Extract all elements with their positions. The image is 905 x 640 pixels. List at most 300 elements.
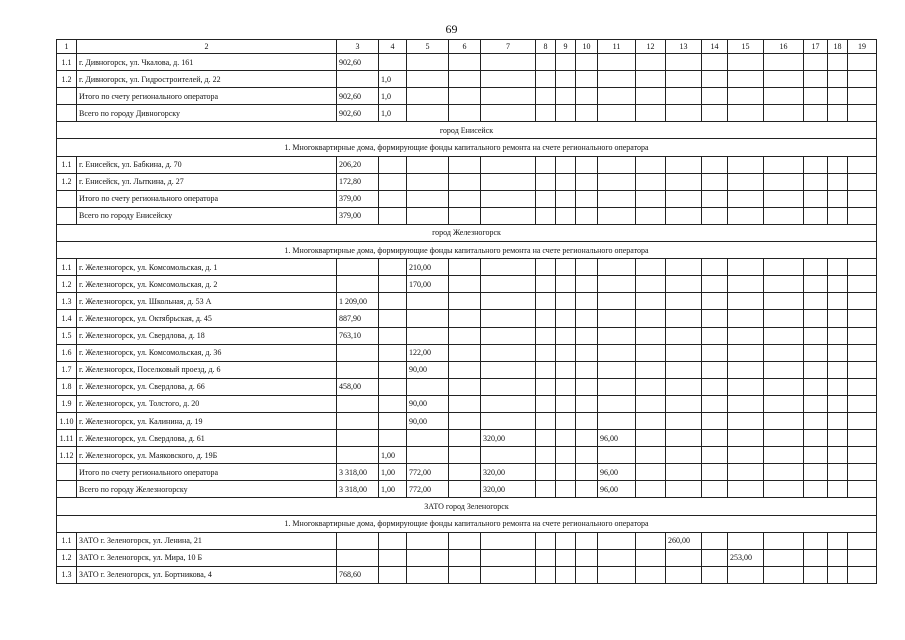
value-cell	[407, 71, 449, 88]
table-row	[57, 156, 877, 173]
value-cell	[536, 207, 556, 224]
value-cell	[728, 464, 764, 481]
section-row	[57, 515, 877, 532]
value-cell	[848, 430, 877, 447]
value-cell	[449, 481, 481, 498]
page-number: 69	[445, 22, 458, 36]
value-cell	[536, 88, 556, 105]
value-cell	[764, 481, 804, 498]
value-cell	[556, 327, 576, 344]
value-cell	[804, 293, 828, 310]
capital-repair-table	[56, 39, 877, 584]
value-cell	[556, 412, 576, 429]
value-cell	[481, 566, 536, 583]
value-cell	[728, 293, 764, 310]
value-cell	[379, 344, 407, 361]
value-cell	[576, 71, 598, 88]
value-cell	[848, 395, 877, 412]
value-cell	[481, 327, 536, 344]
value-cell	[556, 54, 576, 71]
value-cell	[449, 276, 481, 293]
section-row	[57, 242, 877, 259]
value-cell	[576, 344, 598, 361]
value-cell: 772,00	[407, 481, 449, 498]
value-cell	[764, 173, 804, 190]
table-row	[57, 71, 877, 88]
value-cell: 763,10	[337, 327, 379, 344]
value-cell	[536, 464, 556, 481]
value-cell	[379, 259, 407, 276]
value-cell	[598, 327, 636, 344]
value-cell	[576, 481, 598, 498]
value-cell	[536, 71, 556, 88]
table-row	[57, 327, 877, 344]
value-cell	[379, 532, 407, 549]
table-row	[57, 88, 877, 105]
value-cell	[536, 293, 556, 310]
value-cell	[828, 395, 848, 412]
value-cell	[804, 344, 828, 361]
value-cell	[598, 54, 636, 71]
value-cell	[576, 276, 598, 293]
row-number	[57, 105, 77, 122]
value-cell	[449, 327, 481, 344]
value-cell: 320,00	[481, 481, 536, 498]
column-number: 10	[576, 40, 598, 54]
value-cell: 170,00	[407, 276, 449, 293]
value-cell	[536, 310, 556, 327]
value-cell	[636, 71, 666, 88]
value-cell	[848, 173, 877, 190]
value-cell	[848, 310, 877, 327]
column-number: 16	[764, 40, 804, 54]
table-row	[57, 532, 877, 549]
column-number: 15	[728, 40, 764, 54]
value-cell	[556, 293, 576, 310]
value-cell	[576, 412, 598, 429]
value-cell	[576, 88, 598, 105]
column-number: 11	[598, 40, 636, 54]
value-cell	[804, 190, 828, 207]
address-cell: г. Железногорск, ул. Маяковского, д. 19Б	[77, 447, 337, 464]
value-cell	[666, 310, 702, 327]
table-row	[57, 395, 877, 412]
value-cell	[764, 190, 804, 207]
value-cell	[379, 310, 407, 327]
value-cell	[598, 566, 636, 583]
value-cell	[636, 88, 666, 105]
value-cell	[728, 71, 764, 88]
value-cell	[804, 430, 828, 447]
table-row	[57, 190, 877, 207]
value-cell	[828, 361, 848, 378]
value-cell	[556, 447, 576, 464]
section-row	[57, 498, 877, 515]
value-cell	[636, 412, 666, 429]
row-number: 1.7	[57, 361, 77, 378]
value-cell	[556, 207, 576, 224]
row-number: 1.1	[57, 532, 77, 549]
value-cell	[481, 412, 536, 429]
value-cell: 320,00	[481, 464, 536, 481]
address-cell: г. Дивногорск, ул. Чкалова, д. 161	[77, 54, 337, 71]
value-cell	[598, 378, 636, 395]
value-cell	[702, 88, 728, 105]
value-cell: 379,00	[337, 190, 379, 207]
value-cell	[636, 549, 666, 566]
table-row	[57, 549, 877, 566]
value-cell	[636, 532, 666, 549]
table-row	[57, 481, 877, 498]
address-cell: ЗАТО г. Зеленогорск, ул. Ленина, 21	[77, 532, 337, 549]
value-cell	[666, 173, 702, 190]
row-number: 1.2	[57, 549, 77, 566]
value-cell	[828, 156, 848, 173]
value-cell	[636, 54, 666, 71]
value-cell: 3 318,00	[337, 481, 379, 498]
value-cell	[764, 566, 804, 583]
value-cell	[764, 54, 804, 71]
value-cell	[804, 378, 828, 395]
address-cell: г. Железногорск, ул. Свердлова, д. 61	[77, 430, 337, 447]
value-cell	[848, 412, 877, 429]
value-cell	[337, 412, 379, 429]
value-cell	[702, 481, 728, 498]
column-number: 18	[828, 40, 848, 54]
value-cell	[728, 378, 764, 395]
value-cell	[828, 464, 848, 481]
value-cell	[848, 276, 877, 293]
value-cell	[576, 395, 598, 412]
value-cell	[556, 566, 576, 583]
value-cell	[728, 481, 764, 498]
value-cell	[407, 207, 449, 224]
value-cell	[576, 532, 598, 549]
value-cell	[636, 276, 666, 293]
value-cell	[556, 105, 576, 122]
value-cell	[449, 293, 481, 310]
address-cell: Всего по городу Дивногорску	[77, 105, 337, 122]
value-cell	[804, 173, 828, 190]
value-cell	[828, 105, 848, 122]
value-cell	[702, 464, 728, 481]
row-number: 1.1	[57, 156, 77, 173]
value-cell	[556, 173, 576, 190]
value-cell	[828, 549, 848, 566]
value-cell	[449, 344, 481, 361]
value-cell	[449, 464, 481, 481]
value-cell	[764, 207, 804, 224]
value-cell	[598, 190, 636, 207]
value-cell	[449, 156, 481, 173]
value-cell	[636, 481, 666, 498]
section-title: ЗАТО город Зеленогорск	[57, 498, 877, 515]
value-cell	[598, 259, 636, 276]
address-cell: г. Железногорск, ул. Октябрьская, д. 45	[77, 310, 337, 327]
value-cell	[556, 395, 576, 412]
value-cell	[702, 430, 728, 447]
table-row	[57, 207, 877, 224]
value-cell	[804, 481, 828, 498]
value-cell	[848, 344, 877, 361]
table-row	[57, 361, 877, 378]
value-cell	[576, 207, 598, 224]
value-cell	[337, 532, 379, 549]
value-cell	[804, 447, 828, 464]
table-row	[57, 378, 877, 395]
value-cell	[481, 344, 536, 361]
value-cell	[702, 207, 728, 224]
value-cell: 210,00	[407, 259, 449, 276]
value-cell	[702, 54, 728, 71]
value-cell: 772,00	[407, 464, 449, 481]
address-cell: г. Железногорск, ул. Школьная, д. 53 А	[77, 293, 337, 310]
value-cell: 379,00	[337, 207, 379, 224]
value-cell	[481, 190, 536, 207]
value-cell	[702, 549, 728, 566]
value-cell	[407, 156, 449, 173]
value-cell	[728, 190, 764, 207]
value-cell	[536, 54, 556, 71]
value-cell	[666, 361, 702, 378]
column-number: 2	[77, 40, 337, 54]
value-cell	[337, 259, 379, 276]
value-cell	[828, 344, 848, 361]
value-cell	[828, 447, 848, 464]
value-cell	[598, 71, 636, 88]
table-row	[57, 105, 877, 122]
value-cell	[804, 566, 828, 583]
value-cell	[728, 88, 764, 105]
value-cell	[576, 173, 598, 190]
value-cell: 96,00	[598, 464, 636, 481]
value-cell: 122,00	[407, 344, 449, 361]
value-cell	[728, 344, 764, 361]
value-cell	[379, 395, 407, 412]
value-cell	[848, 54, 877, 71]
value-cell: 1,00	[379, 481, 407, 498]
row-number	[57, 207, 77, 224]
value-cell	[481, 361, 536, 378]
section-row	[57, 139, 877, 156]
value-cell	[481, 549, 536, 566]
section-title: 1. Многоквартирные дома, формирующие фонды капитального ремонта на счете регионального оператора	[57, 242, 877, 259]
value-cell: 902,60	[337, 105, 379, 122]
value-cell	[449, 378, 481, 395]
value-cell	[848, 361, 877, 378]
value-cell	[337, 71, 379, 88]
value-cell	[576, 447, 598, 464]
value-cell	[636, 259, 666, 276]
value-cell: 260,00	[666, 532, 702, 549]
value-cell	[556, 378, 576, 395]
address-cell: Итого по счету регионального оператора	[77, 88, 337, 105]
value-cell	[828, 378, 848, 395]
value-cell	[379, 207, 407, 224]
column-number: 5	[407, 40, 449, 54]
column-number-row	[57, 40, 877, 54]
value-cell	[728, 395, 764, 412]
value-cell	[666, 156, 702, 173]
row-number: 1.2	[57, 173, 77, 190]
value-cell	[379, 190, 407, 207]
value-cell	[828, 310, 848, 327]
value-cell	[666, 276, 702, 293]
value-cell	[379, 293, 407, 310]
value-cell	[449, 54, 481, 71]
value-cell	[666, 344, 702, 361]
section-row	[57, 122, 877, 139]
section-row	[57, 224, 877, 241]
value-cell	[576, 54, 598, 71]
value-cell	[449, 259, 481, 276]
value-cell	[481, 105, 536, 122]
value-cell	[804, 71, 828, 88]
value-cell	[536, 549, 556, 566]
value-cell	[666, 54, 702, 71]
value-cell	[449, 88, 481, 105]
value-cell	[636, 464, 666, 481]
value-cell	[449, 71, 481, 88]
value-cell	[407, 293, 449, 310]
value-cell	[556, 430, 576, 447]
value-cell	[598, 395, 636, 412]
value-cell	[702, 412, 728, 429]
value-cell	[848, 105, 877, 122]
value-cell	[536, 566, 556, 583]
value-cell: 96,00	[598, 481, 636, 498]
value-cell	[828, 412, 848, 429]
value-cell	[666, 327, 702, 344]
value-cell: 172,80	[337, 173, 379, 190]
value-cell	[828, 71, 848, 88]
row-number	[57, 481, 77, 498]
value-cell	[556, 481, 576, 498]
value-cell	[407, 327, 449, 344]
row-number: 1.4	[57, 310, 77, 327]
value-cell	[666, 395, 702, 412]
value-cell	[666, 447, 702, 464]
value-cell	[636, 173, 666, 190]
value-cell	[536, 532, 556, 549]
value-cell: 887,90	[337, 310, 379, 327]
value-cell	[702, 156, 728, 173]
value-cell	[728, 327, 764, 344]
value-cell	[379, 54, 407, 71]
value-cell	[804, 361, 828, 378]
section-title: 1. Многоквартирные дома, формирующие фонды капитального ремонта на счете регионального оператора	[57, 515, 877, 532]
column-number: 3	[337, 40, 379, 54]
value-cell	[337, 276, 379, 293]
column-number: 12	[636, 40, 666, 54]
value-cell	[728, 207, 764, 224]
value-cell	[666, 412, 702, 429]
value-cell	[702, 310, 728, 327]
column-number: 8	[536, 40, 556, 54]
value-cell	[728, 276, 764, 293]
value-cell	[764, 464, 804, 481]
value-cell	[481, 259, 536, 276]
value-cell: 90,00	[407, 361, 449, 378]
value-cell	[481, 293, 536, 310]
row-number: 1.2	[57, 276, 77, 293]
value-cell	[848, 88, 877, 105]
value-cell	[556, 190, 576, 207]
value-cell	[337, 430, 379, 447]
column-number: 19	[848, 40, 877, 54]
value-cell	[702, 532, 728, 549]
value-cell	[449, 447, 481, 464]
value-cell	[728, 566, 764, 583]
value-cell: 1,00	[379, 464, 407, 481]
value-cell	[576, 378, 598, 395]
column-number: 17	[804, 40, 828, 54]
value-cell	[764, 88, 804, 105]
value-cell	[804, 310, 828, 327]
value-cell	[481, 156, 536, 173]
value-cell	[379, 173, 407, 190]
value-cell	[728, 105, 764, 122]
value-cell	[804, 464, 828, 481]
address-cell: г. Енисейск, ул. Бабкина, д. 70	[77, 156, 337, 173]
value-cell	[702, 327, 728, 344]
value-cell	[598, 173, 636, 190]
value-cell	[764, 259, 804, 276]
value-cell	[556, 88, 576, 105]
value-cell	[598, 156, 636, 173]
value-cell	[576, 430, 598, 447]
value-cell	[764, 395, 804, 412]
value-cell	[536, 378, 556, 395]
value-cell	[666, 88, 702, 105]
row-number: 1.8	[57, 378, 77, 395]
value-cell	[666, 378, 702, 395]
value-cell	[702, 344, 728, 361]
address-cell: г. Железногорск, ул. Свердлова, д. 66	[77, 378, 337, 395]
value-cell	[636, 207, 666, 224]
value-cell	[598, 532, 636, 549]
value-cell	[702, 276, 728, 293]
value-cell	[556, 259, 576, 276]
row-number: 1.3	[57, 566, 77, 583]
value-cell	[536, 190, 556, 207]
value-cell	[449, 532, 481, 549]
table-row	[57, 464, 877, 481]
value-cell	[804, 88, 828, 105]
value-cell	[481, 532, 536, 549]
value-cell	[828, 207, 848, 224]
value-cell	[848, 327, 877, 344]
value-cell	[848, 259, 877, 276]
value-cell	[764, 412, 804, 429]
address-cell: ЗАТО г. Зеленогорск, ул. Бортникова, 4	[77, 566, 337, 583]
column-number: 4	[379, 40, 407, 54]
value-cell	[848, 566, 877, 583]
value-cell	[764, 430, 804, 447]
value-cell	[636, 430, 666, 447]
value-cell	[407, 549, 449, 566]
value-cell: 90,00	[407, 395, 449, 412]
value-cell	[379, 327, 407, 344]
value-cell	[407, 190, 449, 207]
value-cell	[828, 293, 848, 310]
value-cell	[728, 156, 764, 173]
value-cell	[536, 276, 556, 293]
value-cell	[804, 412, 828, 429]
column-number: 7	[481, 40, 536, 54]
value-cell: 96,00	[598, 430, 636, 447]
value-cell	[804, 549, 828, 566]
